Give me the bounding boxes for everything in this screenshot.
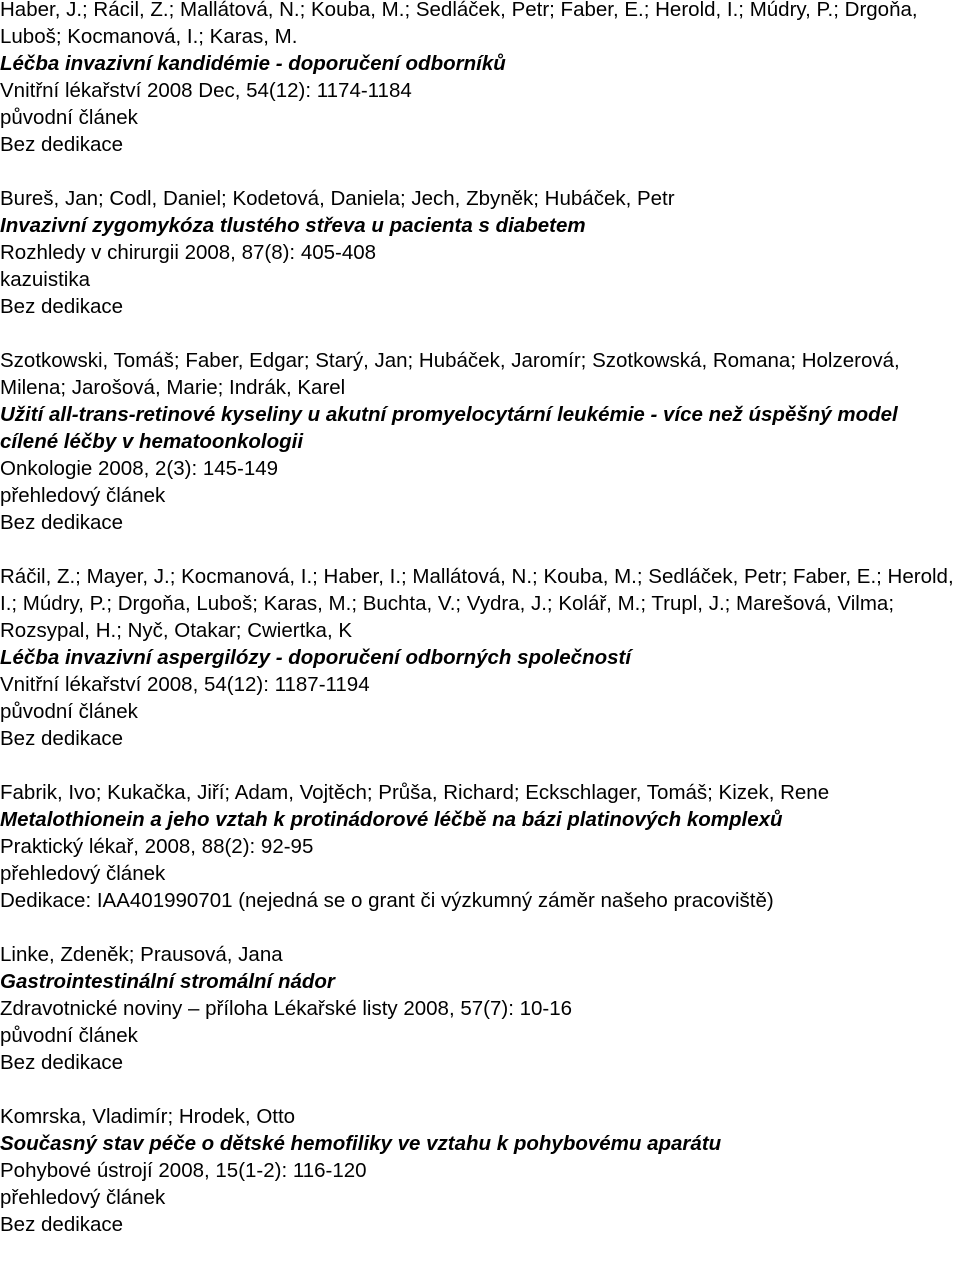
article-type: původní článek <box>0 106 138 129</box>
article-type: přehledový článek <box>0 1186 166 1209</box>
article-title: Léčba invazivní kandidémie - doporučení odborníků <box>0 52 506 75</box>
article-type: původní článek <box>0 1024 138 1047</box>
authors: Szotkowski, Tomáš; Faber, Edgar; Starý, Jan; Hubáček, Jaromír; Szotkowská, Romana; Holzerová, Milena; Jarošová, Marie; Indrák, Karel <box>0 349 900 399</box>
authors: Komrska, Vladimír; Hrodek, Otto <box>0 1105 296 1128</box>
article-type: přehledový článek <box>0 484 166 507</box>
dedication: Bez dedikace <box>0 133 124 156</box>
authors: Bureš, Jan; Codl, Daniel; Kodetová, Daniela; Jech, Zbyněk; Hubáček, Petr <box>0 187 675 210</box>
article-title: Léčba invazivní aspergilózy - doporučení odborných společností <box>0 646 632 669</box>
source: Zdravotnické noviny – příloha Lékařské listy 2008, 57(7): 10-16 <box>0 997 573 1020</box>
article-type: kazuistika <box>0 268 91 291</box>
dedication: Bez dedikace <box>0 295 124 318</box>
publication-entry <box>0 941 960 1076</box>
authors: Haber, J.; Rácil, Z.; Mallátová, N.; Kouba, M.; Sedláček, Petr; Faber, E.; Herold, I.; Múdry, P.; Drgoňa, Luboš; Kocmanová, I.; Karas, M. <box>0 0 918 48</box>
dedication: Bez dedikace <box>0 1213 124 1236</box>
dedication: Bez dedikace <box>0 727 124 750</box>
article-title: Současný stav péče o dětské hemofiliky ve vztahu k pohybovému aparátu <box>0 1132 722 1155</box>
authors: Fabrik, Ivo; Kukačka, Jiří; Adam, Vojtěch; Průša, Richard; Eckschlager, Tomáš; Kizek, Rene <box>0 781 830 804</box>
article-title: Užití all-trans-retinové kyseliny u akutní promyelocytární leukémie - více než úspěšný model cílené léčby v hematoonkologii <box>0 403 898 453</box>
authors: Linke, Zdeněk; Prausová, Jana <box>0 943 283 966</box>
source: Vnitřní lékařství 2008 Dec, 54(12): 1174-1184 <box>0 79 412 102</box>
article-title: Invazivní zygomykóza tlustého střeva u pacienta s diabetem <box>0 214 586 237</box>
source: Rozhledy v chirurgii 2008, 87(8): 405-408 <box>0 241 377 264</box>
publication-entry <box>0 563 960 752</box>
dedication: Dedikace: IAA401990701 (nejedná se o grant či výzkumný záměr našeho pracoviště) <box>0 889 774 912</box>
article-type: původní článek <box>0 700 138 723</box>
publication-entry <box>0 185 960 320</box>
source: Vnitřní lékařství 2008, 54(12): 1187-1194 <box>0 673 370 696</box>
article-type: přehledový článek <box>0 862 166 885</box>
dedication: Bez dedikace <box>0 1051 124 1074</box>
publication-entry <box>0 347 960 536</box>
publication-entry <box>0 0 960 158</box>
source: Onkologie 2008, 2(3): 145-149 <box>0 457 279 480</box>
dedication: Bez dedikace <box>0 511 124 534</box>
publication-entry <box>0 1103 960 1238</box>
source: Pohybové ústrojí 2008, 15(1-2): 116-120 <box>0 1159 367 1182</box>
authors: Ráčil, Z.; Mayer, J.; Kocmanová, I.; Haber, I.; Mallátová, N.; Kouba, M.; Sedláček, Petr; Faber, E.; Herold, I.; Múdry, P.; Drgoňa, Luboš; Karas, M.; Buchta, V.; Vydra, J.; Kolář, M.; Trupl, J.; Marešová, Vilma; Rozsypal, H.; Nyč, Otakar; Cwiertka, K <box>0 565 954 642</box>
publication-entry <box>0 779 960 914</box>
source: Praktický lékař, 2008, 88(2): 92-95 <box>0 835 314 858</box>
article-title: Gastrointestinální stromální nádor <box>0 970 335 993</box>
article-title: Metalothionein a jeho vztah k protinádorové léčbě na bázi platinových komplexů <box>0 808 783 831</box>
